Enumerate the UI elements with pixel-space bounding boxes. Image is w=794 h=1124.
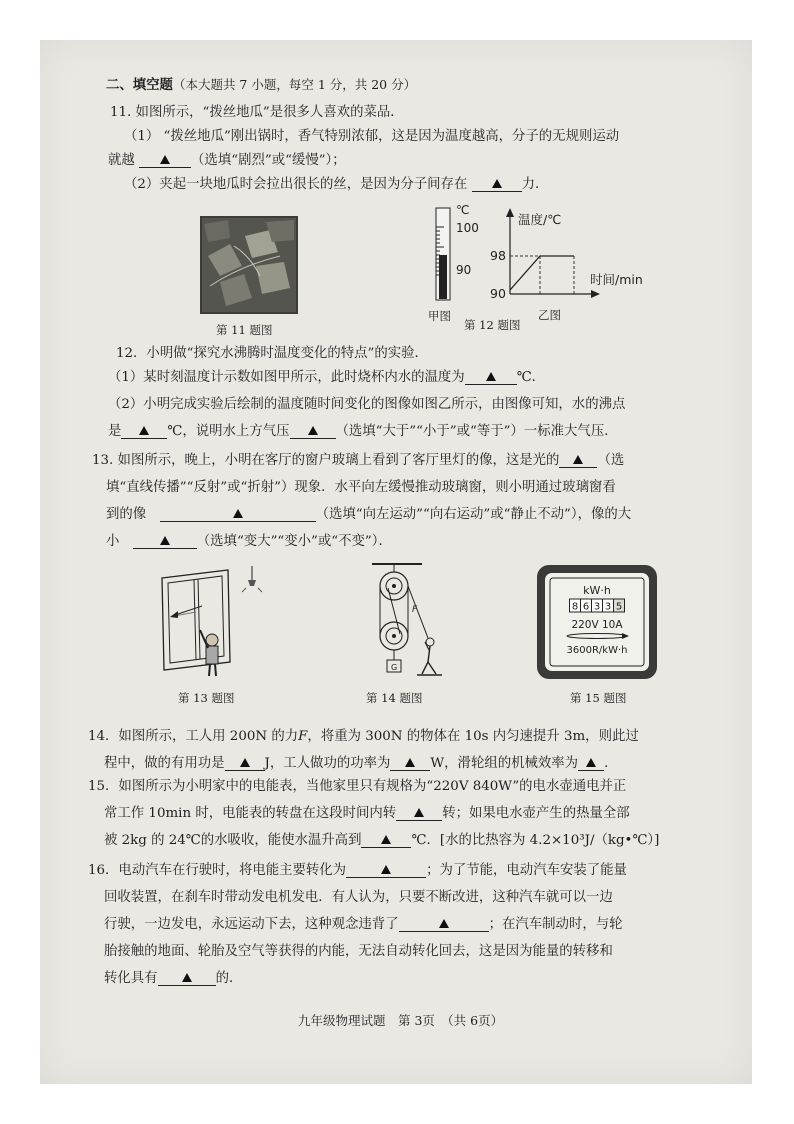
q16-text-tail: ；在汽车制动时，与轮 [488,917,623,932]
q13-options: （选填“向左运动”“向右运动”或“静止不动”），像的大 [315,507,632,522]
q15-line3 [104,832,659,850]
electric-meter-figure [536,564,658,680]
answer-blank[interactable] [578,755,604,771]
meter-constant: 3600R/kW·h [566,645,628,656]
triangle-icon [414,808,424,817]
q16-line4: 胎接触的地面、轮胎及空气等获得的内能，无法自动转化回去，这是因为能量的转移和 [104,944,613,959]
q13-line4 [106,533,392,551]
q13-text: 到的像 [106,507,147,522]
triangle-icon [486,372,496,381]
meter-rating: 220V 10A [571,619,623,631]
section-title: 二、填空题 [106,77,173,93]
q12-part2-text: 是 [108,424,122,439]
triangle-icon [182,973,192,982]
q14-line2 [104,755,617,773]
q11-part1-line2 [108,152,346,170]
q13-text-tail: （选 [597,453,625,468]
graph-ylabel: 温度/℃ [518,212,562,227]
fig13-caption: 第 13 题图 [178,691,235,705]
q13-text: 小 [106,534,120,549]
answer-blank[interactable] [290,423,336,439]
graph-ytick-90: 90 [490,286,506,301]
answer-blank[interactable] [160,506,316,522]
q14-force-symbol: F [298,729,308,744]
q11-part2 [124,176,548,194]
q14-text: J，工人做功的功率为 [264,756,391,771]
force-label: F [412,605,418,615]
q12-part1-text: （1）某时刻温度计示数如图甲所示，此时烧杯内水的温度为 [108,370,465,385]
q16-text: 16．电动汽车在行驶时，将电能主要转化为 [88,863,347,878]
answer-blank[interactable] [225,755,265,771]
triangle-icon [381,865,391,874]
graph-xlabel: 时间/min [590,272,643,287]
section-header [106,76,416,95]
answer-blank[interactable] [465,369,517,385]
triangle-icon [381,835,391,844]
q16-text: 行驶，一边发电，永远运动下去，这种观念违背了 [104,917,399,932]
triangle-icon [405,758,415,767]
q16-line1 [88,862,627,880]
triangle-icon [233,509,243,518]
meter-digit: 5 [615,601,623,613]
q12-part2-options: （选填“大于”“小于”或“等于”）一标准大气压． [335,424,618,439]
meter-digit: 3 [604,601,612,613]
temperature-time-graph [482,204,652,306]
triangle-icon [492,179,502,188]
window-figure [152,566,272,678]
q16-text-tail: 的． [215,971,243,986]
answer-blank[interactable] [139,152,191,168]
q12-stem: 12．小明做“探究水沸腾时温度变化的特点”的实验． [116,346,428,361]
answer-blank[interactable] [396,805,442,821]
triangle-icon [139,426,149,435]
q12-part2-mid: ℃，说明水上方气压 [167,424,290,439]
q12-part2-line2 [108,423,618,441]
triangle-icon [586,758,596,767]
thermometer-tick-90: 90 [456,263,472,277]
triangle-icon [308,426,318,435]
q16-text: 转化具有 [104,971,158,986]
q16-line2: 回收装置，在刹车时带动发电机发电．有人认为，只要不断改进，这种汽车就可以一边 [104,890,613,905]
fig14-caption: 第 14 题图 [366,691,423,705]
q15-text-tail: ℃．[水的比热容为 4.2×10³J/（kg•℃）] [411,833,660,848]
answer-blank[interactable] [361,832,411,848]
q15-line2 [104,805,630,823]
q11-part2-tail: 力． [521,177,549,192]
triangle-icon [439,919,449,928]
fig12-caption: 第 12 题图 [464,318,521,332]
q13-line2: 填“直线传播”“反射”或“折射”）现象．水平向左缓慢推动玻璃窗，则小明通过玻璃窗看 [106,480,616,495]
answer-blank[interactable] [390,755,430,771]
triangle-icon [573,455,583,464]
q14-text: ． [604,756,618,771]
q11-part1-text: 就越 [108,153,135,168]
q16-text-tail: ；为了节能，电动汽车安装了能量 [426,863,627,878]
answer-blank[interactable] [399,916,489,932]
answer-blank[interactable] [158,970,216,986]
graph-ytick-98: 98 [490,248,506,263]
answer-blank[interactable] [346,862,426,878]
page-footer: 九年级物理试题 第 3页 （共 6页） [298,1013,504,1028]
q12-part1-tail: ℃． [516,370,546,385]
thermometer-unit: ℃ [456,203,470,217]
q11-part2-text: （2）夹起一块地瓜时会拉出很长的丝，是因为分子间存在 [124,177,468,192]
fig11-caption: 第 11 题图 [216,323,273,337]
q15-text: 常工作 10min 时，电能表的转盘在这段时间内转 [104,806,397,821]
q11-stem: 11. 如图所示，“拨丝地瓜”是很多人喜欢的菜品． [110,105,404,120]
q16-line5 [104,970,242,988]
q16-line3 [104,916,623,934]
answer-blank[interactable] [121,423,167,439]
weight-label: G [391,663,398,672]
answer-blank[interactable] [133,533,197,549]
q15-text: 被 2kg 的 24℃的水吸收，能使水温升高到 [104,833,362,848]
q14-line1 [88,728,639,746]
q14-text: 14．如图所示，工人用 200N 的力 [88,729,299,744]
sweet-potato-photo [200,216,298,314]
q13-text: 13. 如图所示，晚上，小明在客厅的窗户玻璃上看到了客厅里灯的像，这是光的 [92,453,560,468]
section-note: （本大题共 7 小题，每空 1 分，共 20 分） [172,77,417,92]
fig12-yi-label: 乙图 [538,308,561,322]
triangle-icon [240,758,250,767]
q15-line1: 15．如图所示为小明家中的电能表，当他家里只有规格为“220V 840W”的电水壶通电并正 [88,779,627,794]
q14-text: 程中，做的有用功是 [104,756,225,771]
q11-part1-line1: （1） “拨丝地瓜”刚出锅时，香气特别浓郁，这是因为温度越高，分子的无规则运动 [124,129,620,144]
q11-part1-options: （选填“剧烈”或“缓慢”）； [191,153,346,168]
fig15-caption: 第 15 题图 [570,691,627,705]
q13-options: （选填“变大”“变小”或“不变”）． [196,534,392,549]
q12-part1 [108,369,545,387]
q14-text: W，滑轮组的机械效率为 [430,756,579,771]
meter-digit: 6 [582,601,590,613]
answer-blank[interactable] [472,176,522,192]
q13-line3 [106,506,631,524]
answer-blank[interactable] [559,452,597,468]
triangle-icon [160,536,170,545]
q12-part2-line1: （2）小明完成实验后绘制的温度随时间变化的图像如图乙所示，由图像可知，水的沸点 [108,397,626,412]
meter-unit: kW·h [583,584,611,597]
q13-line1 [92,452,624,470]
thermometer-figure [420,200,490,305]
triangle-icon [160,155,170,164]
fig12-jia-label: 甲图 [428,309,451,323]
pulley-figure [362,562,452,680]
meter-digit: 3 [593,601,601,613]
meter-digit: 8 [571,601,579,613]
q14-text-tail: ，将重为 300N 的物体在 10s 内匀速提升 3m，则此过 [307,729,639,744]
q15-text-tail: 转；如果电水壶产生的热量全部 [442,806,630,821]
thermometer-tick-100: 100 [456,221,479,235]
